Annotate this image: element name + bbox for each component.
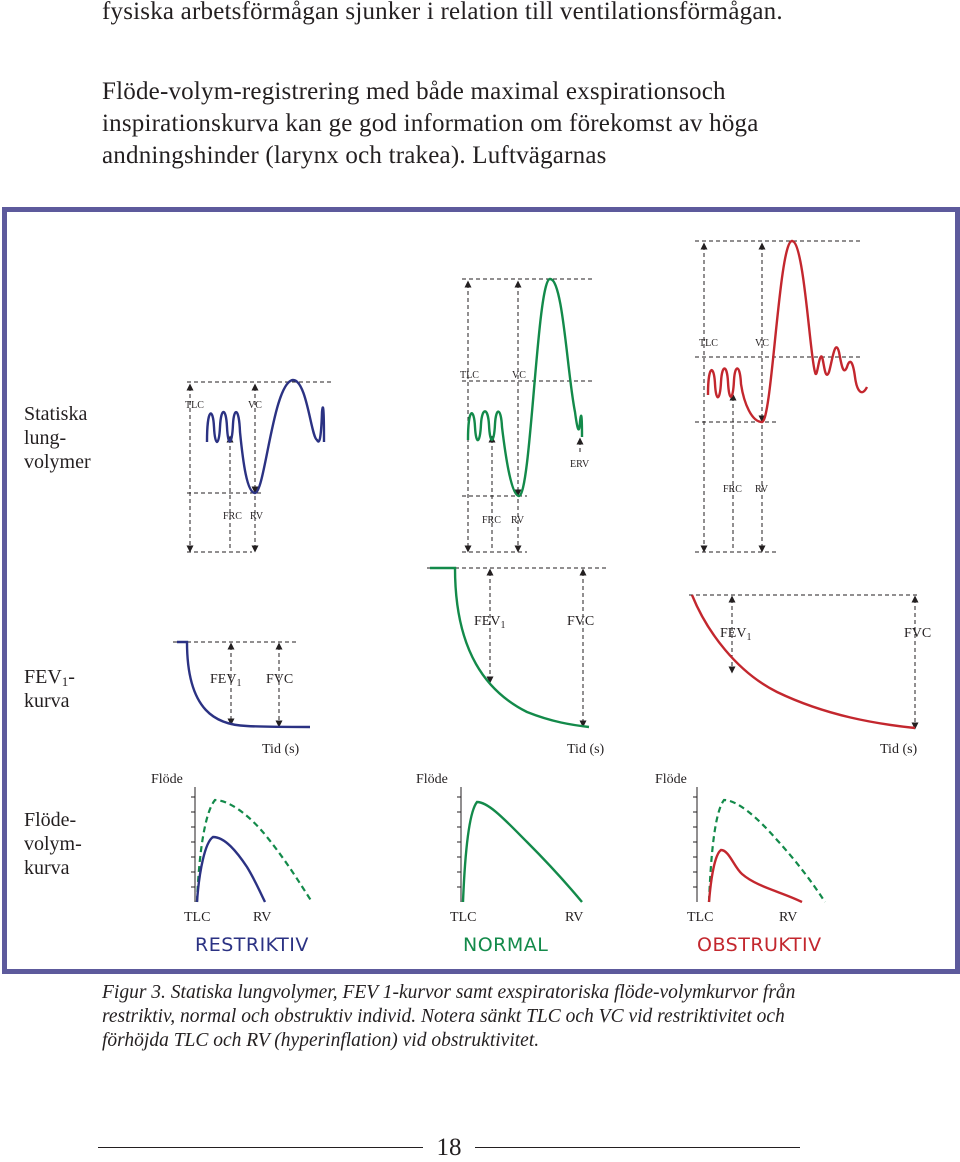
spirogram-normal xyxy=(468,279,582,496)
fev1-obstructive xyxy=(689,595,931,757)
label-tlc-normal: TLC xyxy=(460,370,479,381)
label-frc-normal: FRC xyxy=(482,515,501,526)
svg-text:Flöde: Flöde xyxy=(655,772,687,787)
svg-text:FEV1: $FEV_1$ xyxy=(474,614,506,631)
static-volumes-obstructive xyxy=(695,241,862,552)
label-rv-normal: RV xyxy=(511,515,525,526)
svg-text:Tid (s): Tid (s) xyxy=(262,742,300,757)
svg-text:Flöde: Flöde xyxy=(416,772,448,787)
svg-text:FEV1: $FEV_1$ xyxy=(210,672,242,689)
body-paragraph-1: fysiska arbetsförmågan sjunker i relation till ventilationsförmågan. xyxy=(102,0,783,25)
footer-rule-right xyxy=(475,1147,800,1148)
svg-text:Flöde: Flöde xyxy=(151,772,183,787)
label-erv-normal: ERV xyxy=(570,459,590,470)
fev1-normal xyxy=(427,568,607,757)
svg-text:TLC: TLC xyxy=(687,910,714,925)
svg-text:FVC: FVC xyxy=(266,672,294,687)
label-frc-restrictive: FRC xyxy=(223,511,242,522)
page-number: 18 xyxy=(436,1134,462,1161)
label-vc-normal: VC xyxy=(512,370,526,381)
label-tlc-restrictive: TLC xyxy=(185,400,204,411)
footer-rule-left xyxy=(98,1147,423,1148)
fev1-restrictive xyxy=(173,642,310,757)
svg-text:FEV1-: FEV1- xyxy=(24,666,75,689)
category-obstructive: OBSTRUKTIV xyxy=(697,934,822,956)
svg-text:TLC: TLC xyxy=(184,910,211,925)
figure-caption: Figur 3. Statiska lungvolymer, FEV 1-kurvor samt exspiratoriska flöde-volymkurvor från restriktiv, normal och obstruktiv individ. Notera sänkt TLC och VC vid restriktivitet och förhöjda TLC och RV (hyperinflation) vid obstruktivitet. xyxy=(102,982,796,1051)
svg-text:Flöde-: Flöde- xyxy=(24,809,77,831)
category-normal: NORMAL xyxy=(463,934,549,956)
svg-text:RV: RV xyxy=(779,910,798,925)
row-label-static-volumes xyxy=(24,403,91,473)
svg-text:volym-: volym- xyxy=(24,833,82,855)
svg-text:kurva: kurva xyxy=(24,857,70,879)
label-rv-obstructive: RV xyxy=(755,484,769,495)
label-vc-obstructive: VC xyxy=(755,338,769,349)
spirogram-obstructive xyxy=(708,241,867,422)
label-tlc-obstructive: TLC xyxy=(699,338,718,349)
svg-text:RV: RV xyxy=(565,910,584,925)
flow-volume-obstructive xyxy=(655,772,825,956)
figure-3-diagram xyxy=(7,212,955,969)
figure-3 xyxy=(2,207,960,974)
flow-volume-normal xyxy=(416,772,583,956)
svg-text:Tid (s): Tid (s) xyxy=(567,742,605,757)
row-label-fev1-curve xyxy=(24,666,75,712)
label-vc-restrictive: VC xyxy=(248,400,262,411)
row-label-flow-volume-curve xyxy=(24,809,82,879)
svg-text:FVC: FVC xyxy=(904,626,932,641)
svg-text:TLC: TLC xyxy=(450,910,477,925)
svg-text:Statiska: Statiska xyxy=(24,403,88,425)
svg-text:FEV1: $FEV_1$ xyxy=(720,626,752,643)
svg-text:kurva: kurva xyxy=(24,690,70,712)
label-frc-obstructive: FRC xyxy=(723,484,742,495)
spirogram-restrictive xyxy=(207,380,324,493)
label-rv-restrictive: RV xyxy=(250,511,264,522)
body-paragraph-2: Flöde-volym-registrering med både maximal exspirationsoch inspirationskurva kan ge god information om förekomst av höga andningshinder (larynx och trakea). Luftvägarnas xyxy=(102,78,759,169)
svg-text:lung-: lung- xyxy=(24,427,67,449)
svg-text:Tid (s): Tid (s) xyxy=(880,742,918,757)
svg-text:RV: RV xyxy=(253,910,272,925)
svg-text:volymer: volymer xyxy=(24,451,91,473)
flow-volume-restrictive xyxy=(151,772,312,956)
svg-text:FVC: FVC xyxy=(567,614,595,629)
category-restrictive: RESTRIKTIV xyxy=(195,934,309,956)
